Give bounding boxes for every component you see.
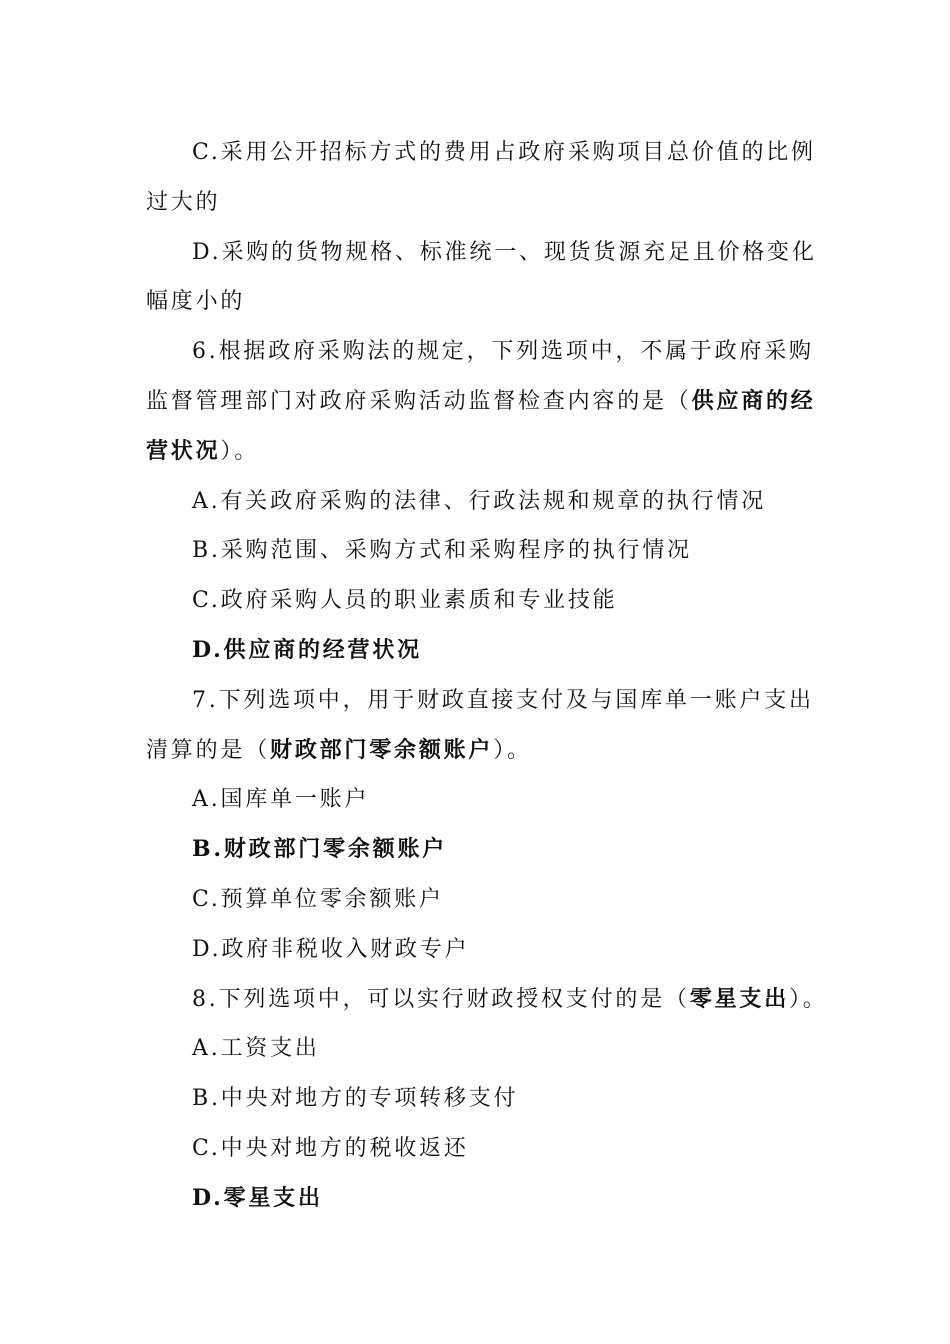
text-line: [146, 726, 806, 776]
text-line: [146, 576, 806, 626]
text-segment: A.有关政府采购的法律、行政法规和规章的执行情况: [192, 488, 767, 514]
text-line: [146, 1174, 806, 1224]
text-line: [146, 626, 806, 676]
text-line: [146, 775, 806, 825]
text-line: [146, 875, 806, 925]
text-segment: D.政府非税收入财政专户: [192, 936, 470, 962]
answer-text: D.供应商的经营状况: [192, 636, 422, 663]
text-line: [146, 1074, 806, 1124]
text-line: [146, 1124, 806, 1174]
text-segment: 幅度小的: [146, 289, 246, 315]
text-segment: A.国库单一账户: [192, 787, 370, 813]
text-segment: C.采用公开招标方式的费用占政府采购项目总价值的比例: [192, 140, 816, 165]
text-line: [146, 228, 817, 278]
text-line: [146, 477, 806, 527]
text-segment: ）。: [220, 438, 260, 464]
text-line: [146, 1024, 806, 1074]
text-segment: 7.下列选项中，用于财政直接支付及与国库单一账户支出: [192, 687, 814, 713]
text-line: [146, 277, 806, 327]
text-line: [146, 327, 814, 377]
text-line: [146, 975, 828, 1025]
text-segment: C.政府采购人员的职业素质和专业技能: [192, 588, 618, 614]
text-segment: 过大的: [146, 189, 221, 215]
question-text-body: [146, 128, 828, 1224]
text-segment: A.工资支出: [192, 1036, 320, 1062]
text-line: [146, 676, 814, 726]
answer-text: 零星支出: [689, 985, 789, 1012]
text-segment: ）。: [789, 986, 828, 1012]
text-segment: D.采购的货物规格、标准统一、现货货源充足且价格变化: [192, 239, 817, 265]
text-segment: 清算的是（: [146, 737, 271, 763]
text-line: [146, 377, 816, 427]
text-segment: 6.根据政府采购法的规定，下列选项中，不属于政府采购: [192, 339, 814, 365]
text-segment: 监督管理部门对政府采购活动监督检查内容的是（: [146, 388, 692, 414]
text-line: [146, 925, 806, 975]
text-line: [146, 526, 806, 576]
text-line: [146, 178, 806, 228]
text-line: [146, 825, 806, 875]
answer-text: 营状况: [146, 437, 221, 464]
text-segment: B.中央对地方的专项转移支付: [192, 1086, 519, 1112]
answer-text: 财政部门零余额账户: [270, 736, 494, 763]
text-segment: ）。: [493, 737, 532, 763]
text-line: [146, 128, 816, 178]
answer-text: 供应商的经: [691, 387, 816, 414]
text-segment: 8.下列选项中，可以实行财政授权支付的是（: [192, 986, 690, 1012]
text-segment: C.中央对地方的税收返还: [192, 1135, 469, 1161]
text-segment: C.预算单位零余额账户: [192, 886, 444, 912]
answer-text: D.零星支出: [192, 1184, 323, 1211]
answer-text: B.财政部门零余额账户: [192, 836, 448, 863]
text-line: [146, 427, 806, 477]
text-segment: B.采购范围、采购方式和采购程序的执行情况: [192, 538, 692, 564]
